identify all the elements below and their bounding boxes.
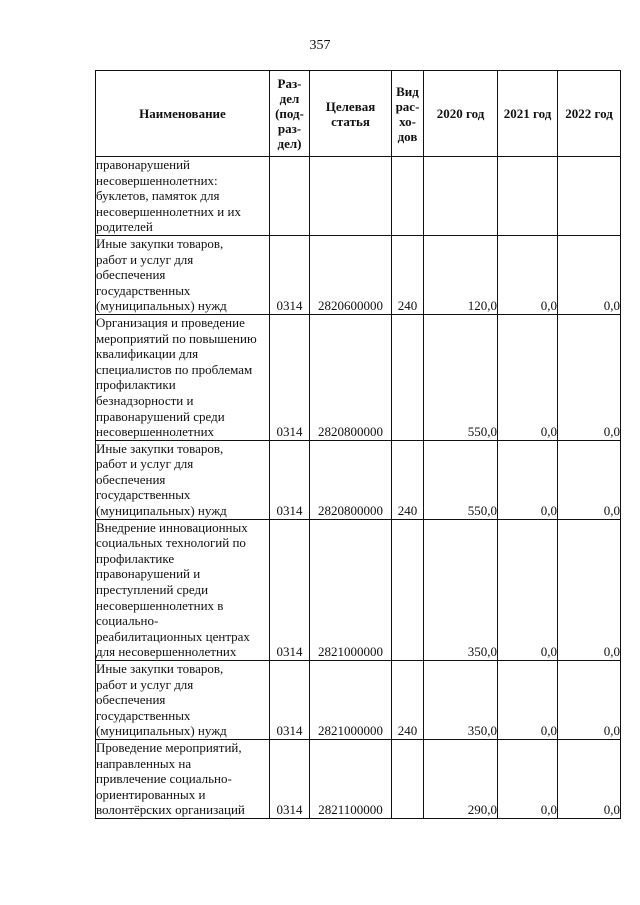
cell-2022 — [558, 157, 621, 236]
header-name: Наименование — [96, 71, 270, 157]
name-line: Организация и проведение — [96, 314, 245, 330]
name-line: для несовершеннолетних — [96, 644, 237, 660]
header-2021: 2021 год — [498, 71, 558, 157]
cell-razdel: 0314 — [270, 314, 310, 440]
budget-table — [95, 70, 621, 819]
name-line: социально- — [96, 613, 159, 629]
cell-2022: 0,0 — [558, 739, 621, 818]
table-row — [96, 157, 621, 236]
cell-name — [96, 661, 270, 740]
cell-2021: 0,0 — [498, 661, 558, 740]
cell-vid: 240 — [392, 661, 424, 740]
table-row — [96, 440, 621, 519]
cell-razdel — [270, 157, 310, 236]
name-line: Внедрение инновационных — [96, 519, 248, 535]
cell-2022: 0,0 — [558, 661, 621, 740]
cell-vid: 240 — [392, 235, 424, 314]
name-line: направленных на — [96, 755, 192, 771]
name-line: Проведение мероприятий, — [96, 739, 242, 755]
name-line: квалификации для — [96, 346, 199, 362]
cell-target: 2820600000 — [310, 235, 392, 314]
cell-target: 2821000000 — [310, 661, 392, 740]
cell-vid — [392, 314, 424, 440]
table-body — [96, 157, 621, 819]
cell-target: 2820800000 — [310, 314, 392, 440]
cell-2021: 0,0 — [498, 314, 558, 440]
table-row — [96, 739, 621, 818]
cell-target: 2821100000 — [310, 739, 392, 818]
name-line: несовершеннолетних в — [96, 597, 224, 613]
name-line: Иные закупки товаров, — [96, 235, 224, 251]
name-line: правонарушений и — [96, 566, 201, 582]
header-vid: Вид рас- хо- дов — [392, 71, 424, 157]
name-line: реабилитационных центрах — [96, 628, 250, 644]
cell-razdel: 0314 — [270, 661, 310, 740]
cell-name — [96, 314, 270, 440]
cell-2020: 350,0 — [424, 661, 498, 740]
cell-2021: 0,0 — [498, 440, 558, 519]
cell-2021: 0,0 — [498, 519, 558, 660]
cell-razdel: 0314 — [270, 739, 310, 818]
table-header-row — [96, 71, 621, 157]
name-line: обеспечения — [96, 692, 166, 708]
name-line: профилактики — [96, 377, 176, 393]
cell-2021 — [498, 157, 558, 236]
name-line: государственных — [96, 707, 191, 723]
cell-name — [96, 235, 270, 314]
cell-2020: 550,0 — [424, 314, 498, 440]
name-line: мероприятий по повышению — [96, 330, 257, 346]
name-line: государственных — [96, 487, 191, 503]
name-line: волонтёрских организаций — [96, 802, 245, 818]
header-razdel: Раз- дел (под- раз- дел) — [270, 71, 310, 157]
header-2020: 2020 год — [424, 71, 498, 157]
name-line: профилактике — [96, 550, 175, 566]
name-line: родителей — [96, 219, 153, 235]
cell-target — [310, 157, 392, 236]
cell-vid — [392, 739, 424, 818]
cell-vid — [392, 157, 424, 236]
name-line: безнадзорности и — [96, 392, 194, 408]
cell-razdel: 0314 — [270, 235, 310, 314]
table-row — [96, 519, 621, 660]
name-line: (муниципальных) нужд — [96, 298, 227, 314]
name-line: ориентированных и — [96, 786, 206, 802]
cell-2022: 0,0 — [558, 235, 621, 314]
name-line: буклетов, памяток для — [96, 188, 220, 204]
name-line: привлечение социально- — [96, 771, 232, 787]
cell-2022: 0,0 — [558, 440, 621, 519]
name-line: Иные закупки товаров, — [96, 440, 224, 456]
header-2022: 2022 год — [558, 71, 621, 157]
name-line: обеспечения — [96, 267, 166, 283]
table-row — [96, 235, 621, 314]
name-line: работ и услуг для — [96, 456, 194, 472]
table-row — [96, 314, 621, 440]
cell-2020: 120,0 — [424, 235, 498, 314]
page-number: 357 — [309, 38, 331, 53]
name-line: правонарушений среди — [96, 408, 225, 424]
table-row — [96, 661, 621, 740]
name-line: государственных — [96, 282, 191, 298]
name-line: работ и услуг для — [96, 676, 194, 692]
cell-2020: 550,0 — [424, 440, 498, 519]
cell-name — [96, 519, 270, 660]
cell-target: 2820800000 — [310, 440, 392, 519]
cell-name — [96, 440, 270, 519]
cell-2022: 0,0 — [558, 314, 621, 440]
cell-razdel: 0314 — [270, 519, 310, 660]
name-line: обеспечения — [96, 471, 166, 487]
cell-vid — [392, 519, 424, 660]
name-line: специалистов по проблемам — [96, 361, 253, 377]
name-line: (муниципальных) нужд — [96, 503, 227, 519]
name-line: работ и услуг для — [96, 251, 194, 267]
name-line: несовершеннолетних: — [96, 172, 218, 188]
cell-2020: 290,0 — [424, 739, 498, 818]
name-line: Иные закупки товаров, — [96, 661, 224, 676]
name-line: преступлений среди — [96, 582, 209, 598]
cell-2021: 0,0 — [498, 235, 558, 314]
cell-2020 — [424, 157, 498, 236]
header-target: Целевая статья — [310, 71, 392, 157]
name-line: социальных технологий по — [96, 535, 246, 551]
cell-target: 2821000000 — [310, 519, 392, 660]
name-line: несовершеннолетних и их — [96, 203, 241, 219]
name-line: правонарушений — [96, 157, 190, 172]
cell-name — [96, 157, 270, 236]
name-line: несовершеннолетних — [96, 424, 215, 440]
cell-2020: 350,0 — [424, 519, 498, 660]
cell-2021: 0,0 — [498, 739, 558, 818]
cell-razdel: 0314 — [270, 440, 310, 519]
cell-vid: 240 — [392, 440, 424, 519]
cell-name — [96, 739, 270, 818]
name-line: (муниципальных) нужд — [96, 723, 227, 739]
cell-2022: 0,0 — [558, 519, 621, 660]
